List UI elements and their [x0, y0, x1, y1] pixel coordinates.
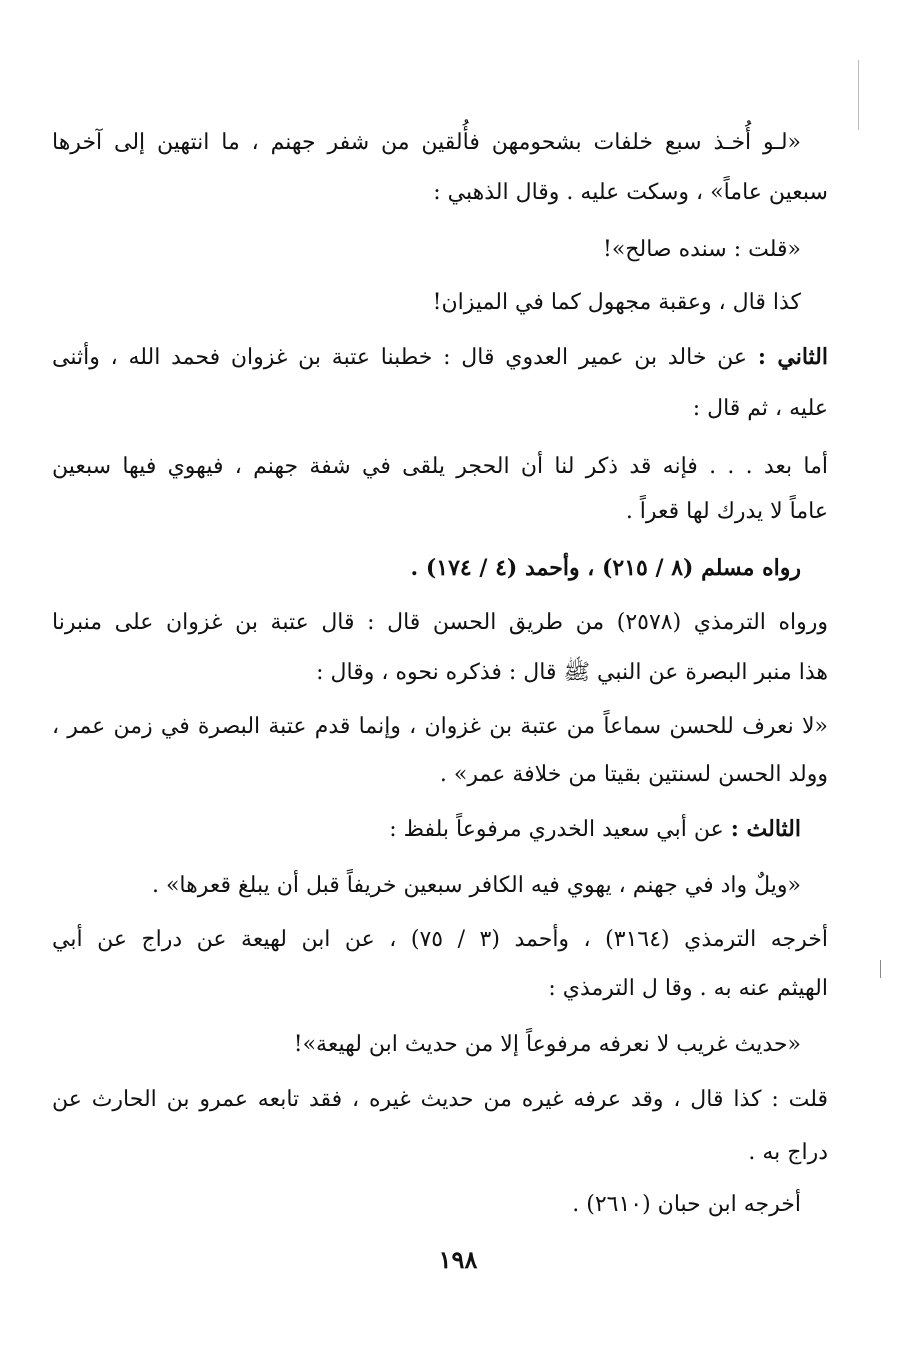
text-line [389, 814, 801, 845]
text-line: رواه مسلم (٨ / ٢١٥) ، وأحمد (٤ / ١٧٤) . [410, 555, 801, 581]
text-span: عن خالد بن عمير العدوي قال : خطبنا عتبة بن غزوان فحمد الله ، وأثنى [52, 345, 748, 370]
text-line: عاماً لا يدرك لها قعراً . [625, 499, 828, 524]
text-line: قلت : كذا قال ، وقد عرفه غيره من حديث غيره ، فقد تابعه عمرو بن الحارث عن [52, 1087, 828, 1112]
text-line: «لا نعرف للحسن سماعاً من عتبة بن غزوان ، وإنما قدم عتبة البصرة في زمن عمر ، [52, 714, 828, 739]
text-line: دراج به . [748, 1140, 828, 1165]
section-heading: الثاني : [757, 344, 828, 370]
page-number: ١٩٨ [438, 1245, 478, 1274]
text-line: هذا منبر البصرة عن النبي ﷺ قال : فذكره نحوه ، وقال : [316, 660, 828, 685]
text-line: الهيثم عنه به . وقا ل الترمذي : [548, 976, 828, 1001]
text-line: أخرجه الترمذي (٣١٦٤) ، وأحمد (٣ / ٧٥) ، عن ابن لهيعة عن دراج عن أبي [52, 927, 828, 952]
text-line: أما بعد . . . فإنه قد ذكر لنا أن الحجر يلقى في شفة جهنم ، فيهوي فيها سبعين [52, 454, 828, 479]
text-line: «لـو أُخـذ سبع خلفات بشحومهن فأُلقين من شفر جهنم ، ما انتهين إلى آخرها [52, 130, 801, 155]
text-line: «قلت : سنده صالح»! [603, 237, 801, 262]
text-line: وولد الحسن لسنتين بقيتا من خلافة عمر» . [439, 762, 828, 787]
text-line: كذا قال ، وعقبة مجهول كما في الميزان! [432, 290, 801, 315]
text-line: أخرجه ابن حبان (٢٦١٠) . [572, 1192, 801, 1217]
text-line: «ويلٌ واد في جهنم ، يهوي فيه الكافر سبعين خريفاً قبل أن يبلغ قعرها» . [151, 873, 801, 898]
text-line: سبعين عاماً» ، وسكت عليه . وقال الذهبي : [433, 180, 828, 205]
text-line: عليه ، ثم قال : [692, 396, 828, 421]
section-heading: الثالث : [730, 816, 801, 842]
scan-artifact [858, 60, 859, 130]
text-line: ورواه الترمذي (٢٥٧٨) من طريق الحسن قال : قال عتبة بن غزوان على منبرنا [52, 610, 828, 635]
text-line: «حديث غريب لا نعرفه مرفوعاً إلا من حديث ابن لهيعة»! [293, 1032, 801, 1057]
scan-artifact [880, 960, 881, 978]
text-line [52, 342, 828, 373]
text-span: عن أبي سعيد الخدري مرفوعاً بلفظ : [389, 817, 724, 842]
